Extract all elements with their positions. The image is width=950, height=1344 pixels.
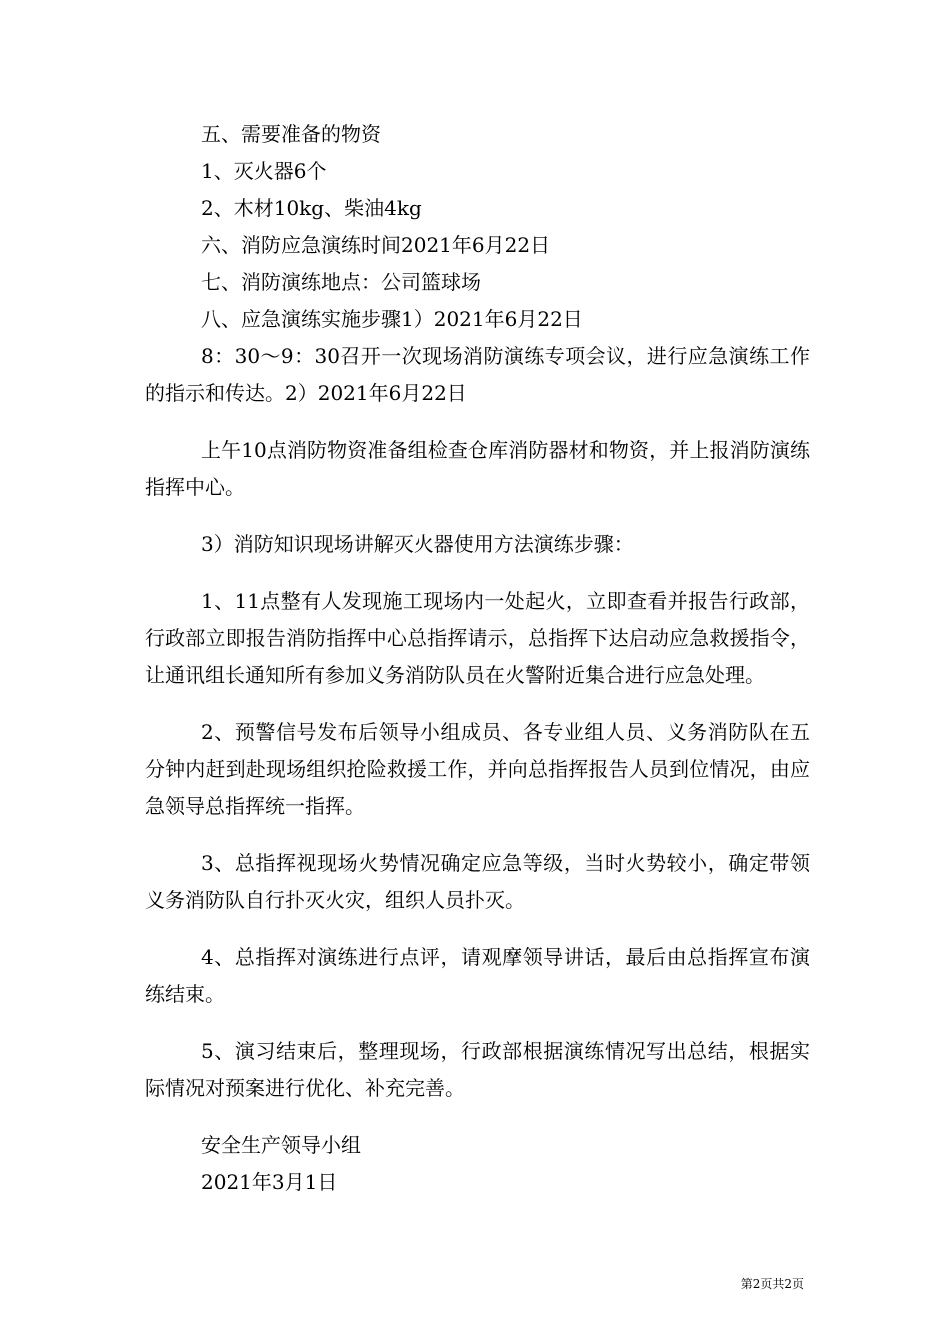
document-body: [145, 116, 810, 1201]
paragraph: 4、总指挥对演练进行点评，请观摩领导讲话，最后由总指挥宣布演练结束。: [145, 945, 810, 1006]
section-heading-materials: 五、需要准备的物资: [201, 122, 381, 146]
section-heading-drill-time: 六、消防应急演练时间2021年6月22日: [201, 233, 551, 257]
signature: 安全生产领导小组: [201, 1133, 361, 1157]
paragraph: 5、演习结束后，整理现场，行政部根据演练情况写出总结，根据实际情况对预案进行优化、补充完善。: [145, 1039, 810, 1100]
paragraph: 2、预警信号发布后领导小组成员、各专业组人员、义务消防队在五分钟内赶到赴现场组织抢险救援工作，并向总指挥报告人员到位情况，由应急领导总指挥统一指挥。: [145, 720, 810, 818]
paragraph: 3、总指挥视现场火势情况确定应急等级，当时火势较小，确定带领义务消防队自行扑灭火灾，组织人员扑灭。: [145, 851, 810, 912]
page-number: 第2页共2页: [740, 1277, 804, 1291]
paragraph: 上午10点消防物资准备组检查仓库消防器材和物资，并上报消防演练指挥中心。: [145, 438, 810, 499]
document-date: 2021年3月1日: [201, 1170, 338, 1194]
paragraph: 3）消防知识现场讲解灭火器使用方法演练步骤：: [201, 532, 634, 556]
list-item: 1、灭火器6个: [201, 159, 327, 183]
list-item: 2、木材10kg、柴油4kg: [201, 196, 422, 220]
paragraph: 1、11点整有人发现施工现场内一处起火，立即查看并报告行政部，行政部立即报告消防指挥中心总指挥请示，总指挥下达启动应急救援指令，让通讯组长通知所有参加义务消防队员在火警附近集合进行应急处理。: [145, 589, 810, 687]
section-heading-drill-location: 七、消防演练地点：公司篮球场: [201, 270, 481, 294]
paragraph: 8：30～9：30召开一次现场消防演练专项会议，进行应急演练工作的指示和传达。2）2021年6月22日: [145, 344, 810, 405]
section-heading-drill-steps: 八、应急演练实施步骤1）2021年6月22日: [201, 307, 583, 331]
